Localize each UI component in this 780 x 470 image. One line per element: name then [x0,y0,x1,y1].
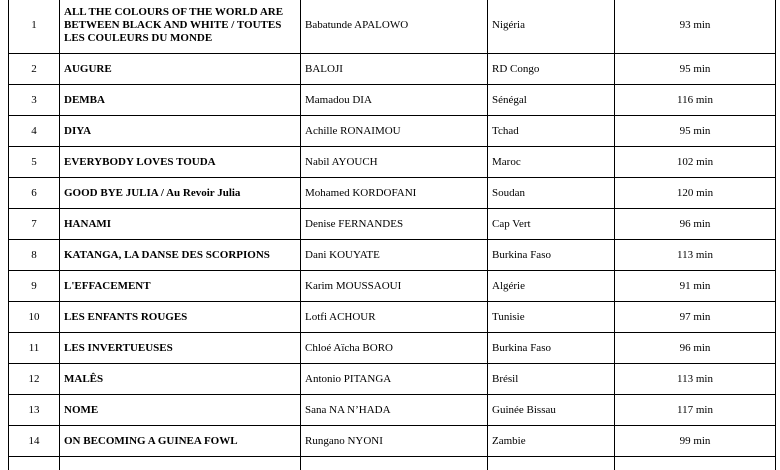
film-duration: 113 min [615,364,776,395]
film-title: EVERYBODY LOVES TOUDA [60,147,301,178]
table-row [9,333,776,364]
film-title: KATANGA, LA DANSE DES SCORPIONS [60,240,301,271]
film-country: Nigéria [488,0,615,54]
film-duration: 99 min [615,426,776,457]
film-director: Denise FERNANDES [301,209,488,240]
film-duration: 97 min [615,302,776,333]
film-director: Antonio PITANGA [301,364,488,395]
film-director: Babatunde APALOWO [301,0,488,54]
table-row [9,0,776,54]
film-selection-table [8,0,776,470]
film-country: Tunisie [488,302,615,333]
film-director: Sana NA N’HADA [301,395,488,426]
film-director: Mohamed KORDOFANI [301,178,488,209]
film-title: L'EFFACEMENT [60,271,301,302]
table-row [9,209,776,240]
film-number: 10 [9,302,60,333]
film-title: AUGURE [60,54,301,85]
film-country: Guinée Bissau [488,395,615,426]
film-country: Cap Vert [488,209,615,240]
film-country: Algérie [488,271,615,302]
film-country: Zambie [488,426,615,457]
film-title: NOME [60,395,301,426]
film-title: LES INVERTUEUSES [60,333,301,364]
film-title: LES ENFANTS ROUGES [60,302,301,333]
film-number: 1 [9,0,60,54]
film-number: 5 [9,147,60,178]
film-title: DEMBA [60,85,301,116]
film-title [60,457,301,470]
table-row [9,395,776,426]
film-director [301,457,488,470]
film-title: GOOD BYE JULIA / Au Revoir Julia [60,178,301,209]
film-country: Tchad [488,116,615,147]
table-row [9,302,776,333]
film-director: Achille RONAIMOU [301,116,488,147]
table-row [9,178,776,209]
film-duration: 93 min [615,0,776,54]
film-title: ON BECOMING A GUINEA FOWL [60,426,301,457]
film-duration: 96 min [615,333,776,364]
film-director: Rungano NYONI [301,426,488,457]
film-number: 4 [9,116,60,147]
film-director: Mamadou DIA [301,85,488,116]
film-country: Burkina Faso [488,333,615,364]
film-number: 14 [9,426,60,457]
film-duration: 95 min [615,116,776,147]
film-country: Brésil [488,364,615,395]
table-row [9,85,776,116]
film-director: Nabil AYOUCH [301,147,488,178]
film-duration: 102 min [615,147,776,178]
film-title: DIYA [60,116,301,147]
film-number: 8 [9,240,60,271]
film-country: Burkina Faso [488,240,615,271]
film-duration: 95 min [615,54,776,85]
film-duration: 116 min [615,85,776,116]
table-row [9,271,776,302]
film-country [488,457,615,470]
film-number: 9 [9,271,60,302]
table-row-cut-off [9,457,776,470]
film-duration: 117 min [615,395,776,426]
film-director: Lotfi ACHOUR [301,302,488,333]
film-country: RD Congo [488,54,615,85]
table-row [9,240,776,271]
film-country: Maroc [488,147,615,178]
table-row [9,54,776,85]
film-duration: 96 min [615,209,776,240]
film-duration [615,457,776,470]
film-title: MALÊS [60,364,301,395]
film-title: HANAMI [60,209,301,240]
film-director: BALOJI [301,54,488,85]
table-row [9,364,776,395]
film-number: 7 [9,209,60,240]
table-row [9,147,776,178]
table-row [9,116,776,147]
table-row [9,426,776,457]
film-duration: 120 min [615,178,776,209]
film-number: 2 [9,54,60,85]
film-number [9,457,60,470]
film-number: 6 [9,178,60,209]
film-number: 11 [9,333,60,364]
film-title: ALL THE COLOURS OF THE WORLD ARE BETWEEN BLACK AND WHITE / TOUTES LES COULEURS DU MONDE [60,0,301,54]
film-director: Karim MOUSSAOUI [301,271,488,302]
film-director: Dani KOUYATE [301,240,488,271]
film-duration: 91 min [615,271,776,302]
film-number: 13 [9,395,60,426]
film-director: Chloé Aïcha BORO [301,333,488,364]
film-number: 12 [9,364,60,395]
film-country: Soudan [488,178,615,209]
film-number: 3 [9,85,60,116]
film-duration: 113 min [615,240,776,271]
film-country: Sénégal [488,85,615,116]
